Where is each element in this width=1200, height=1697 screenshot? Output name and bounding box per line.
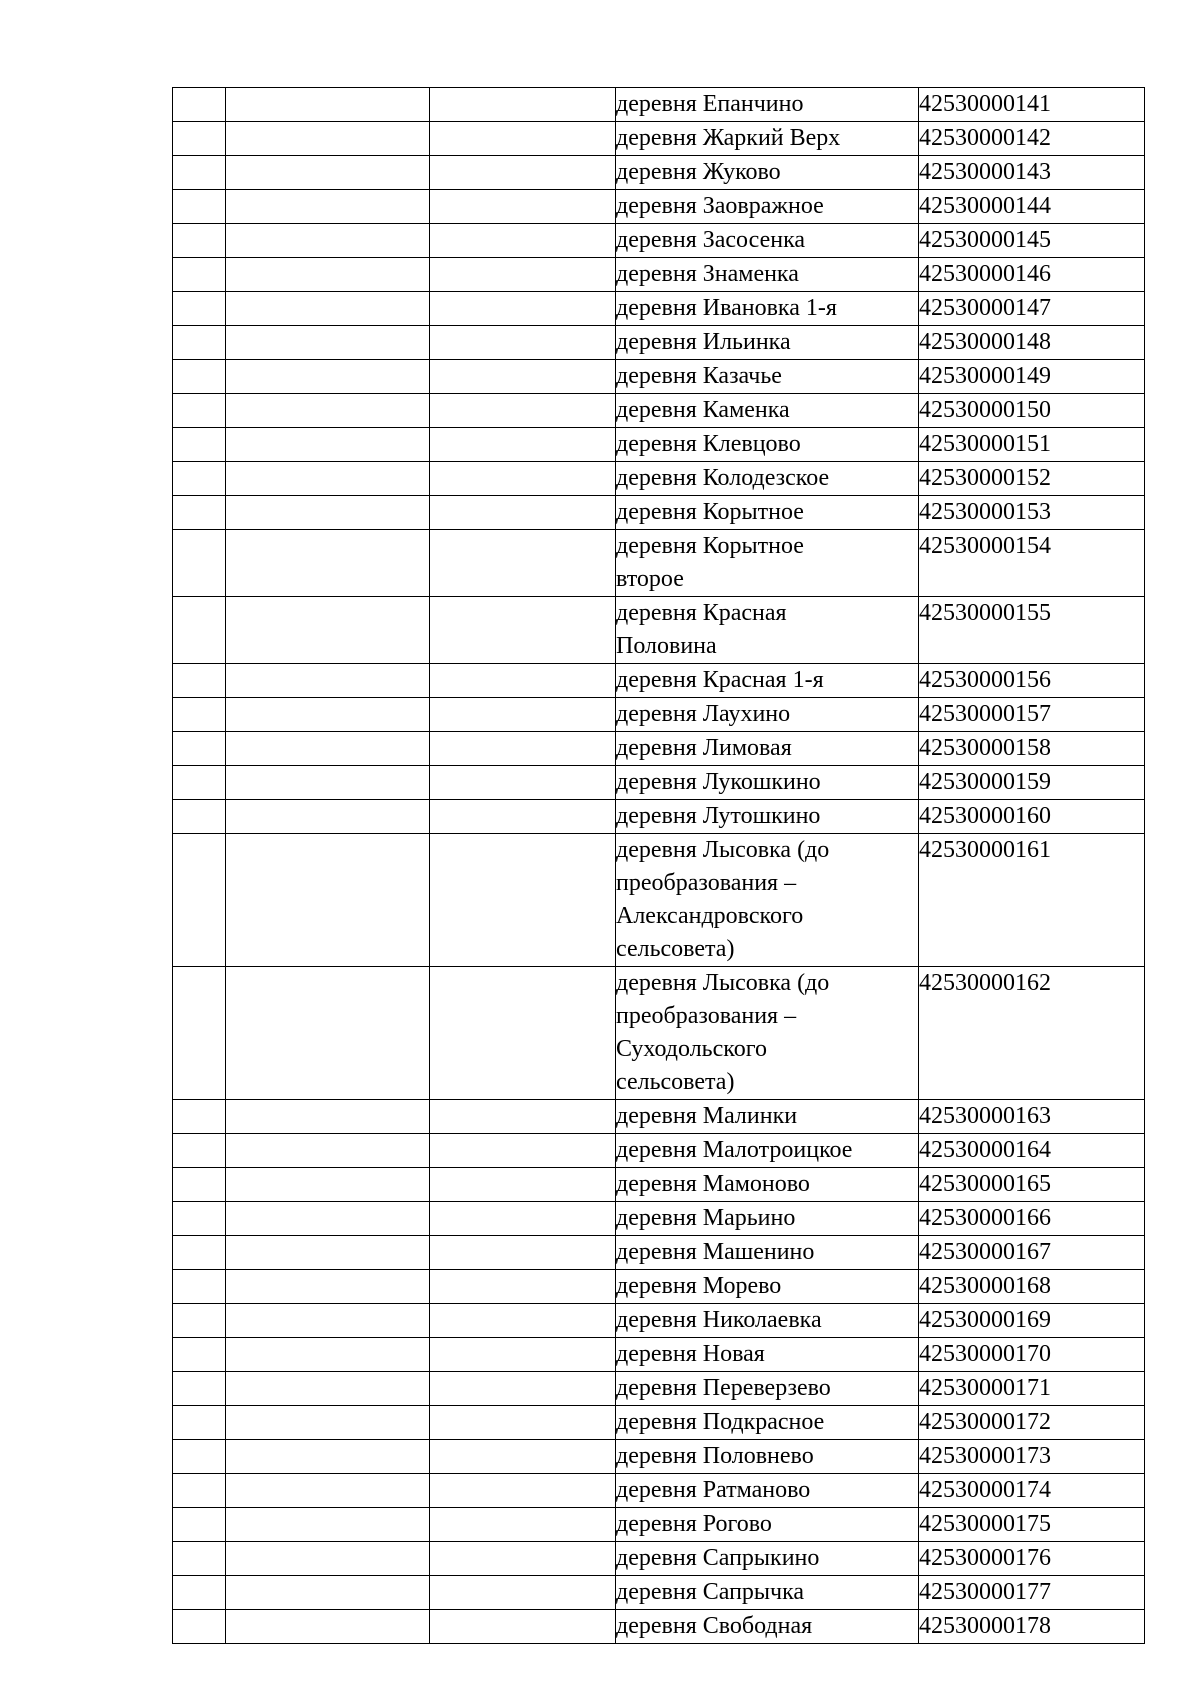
settlement-code-cell: 42530000158 [919,732,1145,766]
empty-cell-1 [173,156,226,190]
table-row [173,1236,1145,1270]
table-row [173,1270,1145,1304]
settlement-name-cell: деревня Колодезское [616,462,919,496]
settlement-code-cell: 42530000166 [919,1202,1145,1236]
table-body [173,88,1145,1644]
empty-cell-2 [226,597,430,664]
settlement-code-cell: 42530000162 [919,967,1145,1100]
settlement-code-cell: 42530000141 [919,88,1145,122]
empty-cell-1 [173,1338,226,1372]
settlement-code-cell: 42530000147 [919,292,1145,326]
settlement-name-cell: деревня Машенино [616,1236,919,1270]
settlement-name-cell: деревня Каменка [616,394,919,428]
empty-cell-1 [173,1202,226,1236]
settlement-name-cell: деревня Клевцово [616,428,919,462]
settlement-code-cell: 42530000178 [919,1610,1145,1644]
empty-cell-3 [430,224,616,258]
empty-cell-1 [173,394,226,428]
empty-cell-1 [173,800,226,834]
empty-cell-2 [226,394,430,428]
settlement-name-cell: деревня Жуково [616,156,919,190]
settlement-code-cell: 42530000169 [919,1304,1145,1338]
empty-cell-2 [226,1202,430,1236]
settlement-code-cell: 42530000156 [919,664,1145,698]
empty-cell-2 [226,1304,430,1338]
table-row [173,1372,1145,1406]
table-row [173,394,1145,428]
table-row [173,156,1145,190]
table-row [173,1508,1145,1542]
table-row [173,1440,1145,1474]
settlements-table [172,87,1145,1644]
table-row [173,224,1145,258]
empty-cell-3 [430,664,616,698]
empty-cell-3 [430,1134,616,1168]
empty-cell-3 [430,462,616,496]
settlement-code-cell: 42530000143 [919,156,1145,190]
table-row [173,1304,1145,1338]
empty-cell-1 [173,1236,226,1270]
empty-cell-1 [173,496,226,530]
settlement-code-cell: 42530000172 [919,1406,1145,1440]
empty-cell-2 [226,1508,430,1542]
empty-cell-3 [430,1440,616,1474]
table-row [173,428,1145,462]
settlement-code-cell: 42530000155 [919,597,1145,664]
settlement-name-cell: деревня Лаухино [616,698,919,732]
empty-cell-2 [226,1406,430,1440]
empty-cell-2 [226,360,430,394]
table-row [173,530,1145,597]
settlement-code-cell: 42530000154 [919,530,1145,597]
empty-cell-3 [430,597,616,664]
empty-cell-1 [173,1474,226,1508]
empty-cell-2 [226,1270,430,1304]
empty-cell-3 [430,156,616,190]
settlement-code-cell: 42530000160 [919,800,1145,834]
empty-cell-1 [173,1304,226,1338]
settlement-code-cell: 42530000176 [919,1542,1145,1576]
settlement-code-cell: 42530000144 [919,190,1145,224]
empty-cell-3 [430,1576,616,1610]
settlement-code-cell: 42530000149 [919,360,1145,394]
empty-cell-1 [173,766,226,800]
empty-cell-2 [226,698,430,732]
settlement-name-cell: деревня Ильинка [616,326,919,360]
settlement-code-cell: 42530000145 [919,224,1145,258]
settlement-code-cell: 42530000170 [919,1338,1145,1372]
empty-cell-1 [173,462,226,496]
empty-cell-1 [173,1576,226,1610]
empty-cell-1 [173,732,226,766]
table-row [173,732,1145,766]
empty-cell-1 [173,1406,226,1440]
empty-cell-1 [173,88,226,122]
empty-cell-3 [430,360,616,394]
settlement-name-cell: деревня Подкрасное [616,1406,919,1440]
empty-cell-2 [226,462,430,496]
settlement-name-cell: деревня Мамоново [616,1168,919,1202]
empty-cell-2 [226,1576,430,1610]
empty-cell-2 [226,326,430,360]
empty-cell-2 [226,1100,430,1134]
settlement-code-cell: 42530000159 [919,766,1145,800]
empty-cell-2 [226,496,430,530]
settlement-name-cell: деревня Сапрыкино [616,1542,919,1576]
empty-cell-3 [430,1542,616,1576]
empty-cell-2 [226,1338,430,1372]
table-row [173,766,1145,800]
table-row [173,698,1145,732]
empty-cell-3 [430,530,616,597]
empty-cell-3 [430,834,616,967]
empty-cell-1 [173,190,226,224]
empty-cell-2 [226,1134,430,1168]
empty-cell-3 [430,1406,616,1440]
settlement-name-cell: деревня Сапрычка [616,1576,919,1610]
settlement-code-cell: 42530000177 [919,1576,1145,1610]
empty-cell-1 [173,1372,226,1406]
empty-cell-2 [226,967,430,1100]
empty-cell-3 [430,1304,616,1338]
empty-cell-3 [430,428,616,462]
empty-cell-3 [430,967,616,1100]
table-row [173,88,1145,122]
empty-cell-2 [226,224,430,258]
empty-cell-3 [430,1202,616,1236]
settlement-code-cell: 42530000174 [919,1474,1145,1508]
settlement-name-cell: деревня Малотроицкое [616,1134,919,1168]
empty-cell-2 [226,1610,430,1644]
empty-cell-3 [430,122,616,156]
empty-cell-3 [430,1270,616,1304]
empty-cell-1 [173,360,226,394]
settlement-code-cell: 42530000157 [919,698,1145,732]
table-row [173,1134,1145,1168]
table-row [173,1610,1145,1644]
empty-cell-2 [226,732,430,766]
table-row [173,800,1145,834]
empty-cell-3 [430,698,616,732]
empty-cell-2 [226,664,430,698]
empty-cell-2 [226,190,430,224]
settlement-name-cell: деревня Морево [616,1270,919,1304]
empty-cell-1 [173,224,226,258]
empty-cell-2 [226,800,430,834]
empty-cell-3 [430,1236,616,1270]
empty-cell-2 [226,292,430,326]
settlement-code-cell: 42530000173 [919,1440,1145,1474]
settlement-code-cell: 42530000150 [919,394,1145,428]
empty-cell-3 [430,1508,616,1542]
table-row [173,496,1145,530]
empty-cell-3 [430,88,616,122]
empty-cell-2 [226,1542,430,1576]
empty-cell-2 [226,1440,430,1474]
empty-cell-3 [430,292,616,326]
settlement-name-cell: деревня Жаркий Верх [616,122,919,156]
empty-cell-1 [173,530,226,597]
settlement-name-cell: деревня Лысовка (до преобразования – Суходольского сельсовета) [616,967,919,1100]
empty-cell-2 [226,1236,430,1270]
empty-cell-3 [430,326,616,360]
settlement-name-cell: деревня Красная Половина [616,597,919,664]
empty-cell-2 [226,530,430,597]
settlement-code-cell: 42530000167 [919,1236,1145,1270]
empty-cell-3 [430,766,616,800]
empty-cell-1 [173,1610,226,1644]
settlement-name-cell: деревня Новая [616,1338,919,1372]
settlement-name-cell: деревня Ивановка 1-я [616,292,919,326]
settlement-name-cell: деревня Марьино [616,1202,919,1236]
table-row [173,190,1145,224]
table-row [173,1168,1145,1202]
table-row [173,664,1145,698]
settlement-name-cell: деревня Знаменка [616,258,919,292]
empty-cell-3 [430,258,616,292]
empty-cell-3 [430,800,616,834]
table-row [173,1100,1145,1134]
empty-cell-1 [173,834,226,967]
empty-cell-3 [430,1338,616,1372]
settlement-name-cell: деревня Засосенка [616,224,919,258]
empty-cell-3 [430,1168,616,1202]
empty-cell-1 [173,1270,226,1304]
empty-cell-2 [226,1372,430,1406]
settlement-code-cell: 42530000142 [919,122,1145,156]
settlement-name-cell: деревня Красная 1-я [616,664,919,698]
empty-cell-1 [173,122,226,156]
empty-cell-2 [226,1168,430,1202]
settlement-name-cell: деревня Лимовая [616,732,919,766]
empty-cell-2 [226,258,430,292]
settlement-code-cell: 42530000151 [919,428,1145,462]
settlement-code-cell: 42530000163 [919,1100,1145,1134]
empty-cell-2 [226,156,430,190]
settlement-name-cell: деревня Корытное [616,496,919,530]
table-row [173,326,1145,360]
table-row [173,462,1145,496]
settlement-code-cell: 42530000168 [919,1270,1145,1304]
empty-cell-3 [430,394,616,428]
settlement-name-cell: деревня Половнево [616,1440,919,1474]
empty-cell-1 [173,664,226,698]
settlement-name-cell: деревня Лысовка (до преобразования – Александровского сельсовета) [616,834,919,967]
settlement-name-cell: деревня Свободная [616,1610,919,1644]
empty-cell-1 [173,1542,226,1576]
empty-cell-2 [226,122,430,156]
empty-cell-2 [226,88,430,122]
empty-cell-1 [173,258,226,292]
table-row [173,122,1145,156]
settlement-name-cell: деревня Лукошкино [616,766,919,800]
empty-cell-1 [173,1168,226,1202]
empty-cell-3 [430,1100,616,1134]
settlement-name-cell: деревня Корытное второе [616,530,919,597]
settlement-name-cell: деревня Переверзево [616,1372,919,1406]
empty-cell-1 [173,967,226,1100]
settlement-code-cell: 42530000165 [919,1168,1145,1202]
table-row [173,1338,1145,1372]
table-row [173,1474,1145,1508]
table-row [173,1202,1145,1236]
empty-cell-3 [430,496,616,530]
table-row [173,597,1145,664]
settlement-code-cell: 42530000164 [919,1134,1145,1168]
empty-cell-1 [173,1508,226,1542]
table-row [173,834,1145,967]
settlement-code-cell: 42530000171 [919,1372,1145,1406]
empty-cell-1 [173,326,226,360]
table-row [173,360,1145,394]
empty-cell-1 [173,698,226,732]
settlement-name-cell: деревня Заовражное [616,190,919,224]
empty-cell-1 [173,597,226,664]
empty-cell-2 [226,1474,430,1508]
empty-cell-3 [430,190,616,224]
table-row [173,1406,1145,1440]
settlement-code-cell: 42530000175 [919,1508,1145,1542]
empty-cell-1 [173,428,226,462]
empty-cell-2 [226,766,430,800]
table-row [173,1542,1145,1576]
empty-cell-3 [430,1474,616,1508]
table-row [173,1576,1145,1610]
empty-cell-3 [430,1372,616,1406]
settlement-code-cell: 42530000161 [919,834,1145,967]
settlement-code-cell: 42530000152 [919,462,1145,496]
settlement-name-cell: деревня Рогово [616,1508,919,1542]
settlement-code-cell: 42530000148 [919,326,1145,360]
settlement-name-cell: деревня Ратманово [616,1474,919,1508]
settlement-code-cell: 42530000153 [919,496,1145,530]
empty-cell-3 [430,732,616,766]
table-row [173,967,1145,1100]
table-row [173,292,1145,326]
settlement-name-cell: деревня Казачье [616,360,919,394]
empty-cell-1 [173,292,226,326]
settlement-code-cell: 42530000146 [919,258,1145,292]
empty-cell-2 [226,834,430,967]
settlement-name-cell: деревня Лутошкино [616,800,919,834]
table-row [173,258,1145,292]
settlement-name-cell: деревня Малинки [616,1100,919,1134]
settlement-name-cell: деревня Николаевка [616,1304,919,1338]
empty-cell-3 [430,1610,616,1644]
empty-cell-2 [226,428,430,462]
empty-cell-1 [173,1134,226,1168]
settlement-name-cell: деревня Епанчино [616,88,919,122]
empty-cell-1 [173,1440,226,1474]
empty-cell-1 [173,1100,226,1134]
